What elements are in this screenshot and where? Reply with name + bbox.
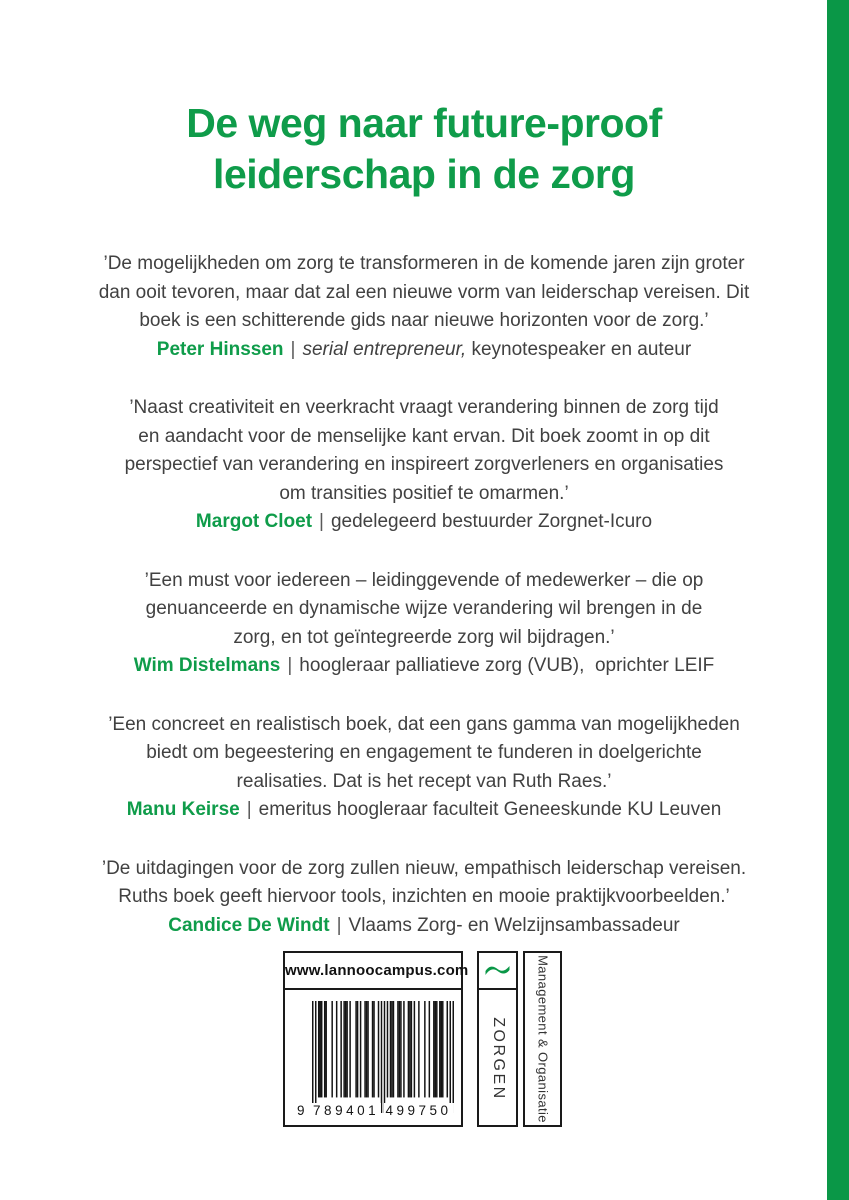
quote-attribution [54, 912, 794, 941]
endorser-name: Candice De Windt [168, 914, 330, 936]
endorser-role: gedelegeerd bestuurder Zorgnet-Icuro [330, 511, 653, 532]
endorser-name: Manu Keirse [126, 799, 240, 820]
category-label: ZORGEN [489, 1016, 507, 1101]
series-column [523, 951, 562, 1127]
page-title [54, 98, 794, 200]
attribution-separator: | [287, 655, 293, 676]
quote-line: ’Een must voor iedereen – leidinggevende of medewerker – die op [144, 569, 704, 591]
quote-line: ’Een concreet en realistisch boek, dat een gans gamma van mogelijkheden [108, 713, 740, 735]
quote-attribution [54, 336, 794, 365]
cover-content [54, 0, 794, 970]
quote-block [54, 394, 794, 537]
isbn-group-1: 789401 [313, 1103, 380, 1118]
quote-attribution [54, 652, 794, 681]
endorsement-quotes [54, 250, 794, 940]
quote-block [54, 855, 794, 941]
endorser-role: hoogleraar palliatieve zorg (VUB), oprichter LEIF [299, 655, 715, 676]
quote-line: Ruths boek geeft hiervoor tools, inzichten en mooie praktijkvoorbeelden.’ [118, 886, 730, 907]
barcode-box [283, 951, 469, 1127]
quote-attribution [54, 796, 794, 825]
title-line-2: leiderschap in de zorg [213, 151, 635, 197]
quote-block [54, 567, 794, 681]
quote-line: ’De uitdagingen voor de zorg zullen nieuw, empathisch leiderschap vereisen. [101, 857, 747, 879]
publisher-website: www.lannoocampus.com [285, 953, 461, 990]
quote-line: genuanceerde en dynamische wijze verandering wil brengen in de [145, 598, 703, 619]
quote-line: dan ooit tevoren, maar dat zal een nieuwe vorm van leiderschap vereisen. Dit [98, 281, 750, 303]
endorser-name: Margot Cloet [195, 511, 313, 532]
flag-icon-glyph [484, 963, 511, 978]
quote-line: en aandacht voor de menselijke kant ervan. Dit boek zoomt in op dit [138, 425, 710, 447]
category-column [477, 951, 518, 1127]
attribution-separator: | [336, 914, 342, 936]
endorser-role: emeritus hoogleraar faculteit Geneeskunde KU Leuven [258, 799, 722, 820]
isbn-lead-digit: 9 [297, 1103, 305, 1118]
attribution-separator: | [246, 799, 252, 820]
barcode-bars-svg [312, 1001, 454, 1113]
cover-green-strip [827, 0, 849, 1200]
quote-line: realisaties. Dat is het recept van Ruth Raes.’ [236, 770, 612, 792]
quote-line: ’De mogelijkheden om zorg te transformeren in de komende jaren zijn groter [103, 253, 745, 274]
quote-line: biedt om begeestering en engagement te funderen in doelgerichte [146, 742, 702, 763]
series-label: Management & Organisatie [535, 955, 550, 1123]
endorser-name: Wim Distelmans [133, 655, 281, 676]
quote-attribution [54, 508, 794, 537]
isbn-group-2: 499750 [385, 1103, 452, 1118]
ean-barcode-bars [297, 1001, 454, 1118]
endorser-role: keynotespeaker en auteur [466, 338, 692, 360]
quote-line: om transities positief te omarmen.’ [279, 482, 569, 504]
quote-line: ’Naast creativiteit en veerkracht vraagt verandering binnen de zorg tijd [129, 397, 719, 418]
quote-line: boek is een schitterende gids naar nieuwe horizonten voor de zorg.’ [139, 310, 709, 331]
attribution-separator: | [319, 511, 324, 532]
endorser-role: serial entrepreneur, [302, 338, 467, 360]
endorser-role: Vlaams Zorg- en Welzijnsambassadeur [348, 914, 680, 936]
attribution-separator: | [290, 338, 296, 360]
quote-line: zorg, en tot geïntegreerde zorg wil bijdragen.’ [233, 626, 615, 648]
quote-block [54, 250, 794, 364]
category-cell [479, 990, 516, 1127]
endorser-name: Peter Hinssen [156, 338, 284, 360]
quote-line: perspectief van verandering en inspireert zorgverleners en organisaties [124, 454, 724, 475]
ean-barcode [285, 1001, 461, 1118]
lannoo-flag-icon [479, 953, 516, 990]
title-line-1: De weg naar future-proof [186, 100, 662, 146]
quote-block [54, 711, 794, 825]
